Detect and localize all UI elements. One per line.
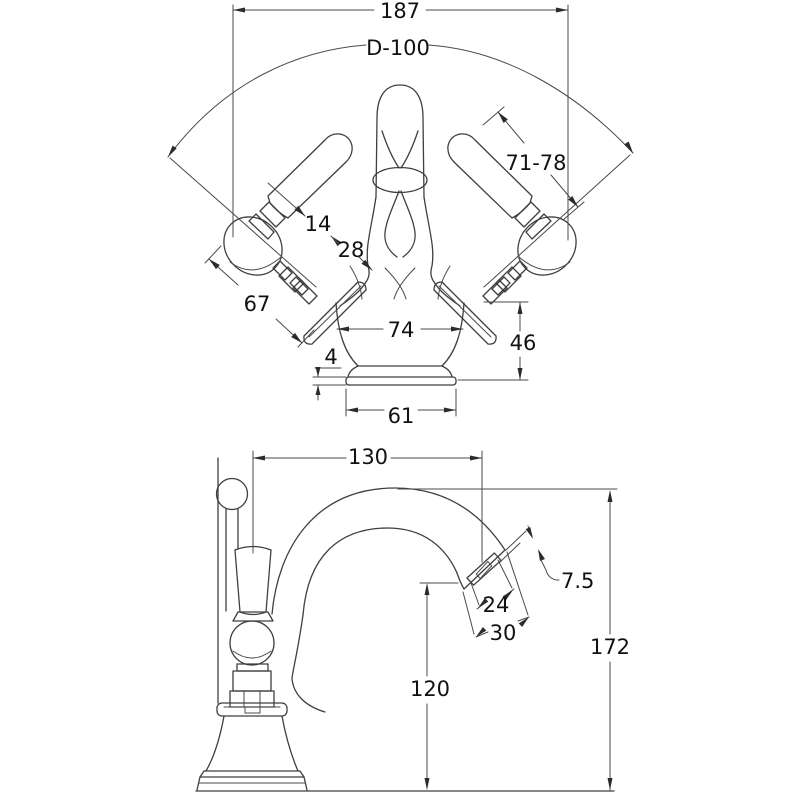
tap-base-side <box>196 716 614 791</box>
handle-side <box>217 547 287 717</box>
swing-radius-left <box>170 158 316 287</box>
dim-label-74: 74 <box>387 318 415 342</box>
dim-label-120: 120 <box>409 677 451 701</box>
popup-rod <box>217 479 248 612</box>
dim-handle-length <box>205 246 314 347</box>
dim-label-30: 30 <box>489 621 517 645</box>
dim-label-4: 4 <box>324 345 338 369</box>
dim-base-height <box>458 302 536 380</box>
side-view <box>196 445 630 791</box>
tulip-curve <box>401 131 418 168</box>
hex-nut <box>230 691 274 707</box>
dim-body-width <box>337 318 463 342</box>
dim-neck-and-cartridge <box>268 183 372 270</box>
dim-label-61: 61 <box>387 404 415 428</box>
popup-knob <box>217 479 248 510</box>
dim-label-67: 67 <box>243 292 271 316</box>
base-plate <box>346 377 456 385</box>
dim-label-d100: D-100 <box>366 36 430 60</box>
dim-label-187: 187 <box>379 0 421 23</box>
dim-label-14: 14 <box>304 212 332 236</box>
dim-label-130: 130 <box>347 445 389 469</box>
tulip-curve <box>382 131 399 168</box>
escutcheon-side <box>217 703 287 716</box>
handle-dome <box>212 205 294 287</box>
front-view <box>168 0 633 428</box>
dim-label-71-78: 71-78 <box>505 151 567 175</box>
spout-front <box>337 85 460 306</box>
lever-side <box>235 547 271 615</box>
dim-plate-thickness <box>313 345 346 400</box>
tulip-curve <box>385 191 399 257</box>
dim-label-28: 28 <box>337 238 365 262</box>
dim-spout-reach <box>253 445 482 562</box>
tap-base-front <box>336 303 464 385</box>
dim-outlet-lip <box>500 526 594 593</box>
spout-side <box>272 488 505 712</box>
dim-label-46: 46 <box>509 331 537 355</box>
dim-label-7-5: 7.5 <box>561 569 595 593</box>
spout-inner-curve <box>292 528 388 712</box>
lever-neck <box>260 202 285 227</box>
dim-label-172: 172 <box>589 635 631 659</box>
dim-plate-width <box>346 389 456 428</box>
aerator-ellipse <box>373 168 427 193</box>
dim-label-24: 24 <box>482 593 510 617</box>
tulip-curve <box>401 191 415 257</box>
dim-outlet-height <box>410 583 458 790</box>
spout-outer-curve <box>272 488 505 614</box>
outlet-face <box>464 550 505 589</box>
lever <box>268 134 352 218</box>
